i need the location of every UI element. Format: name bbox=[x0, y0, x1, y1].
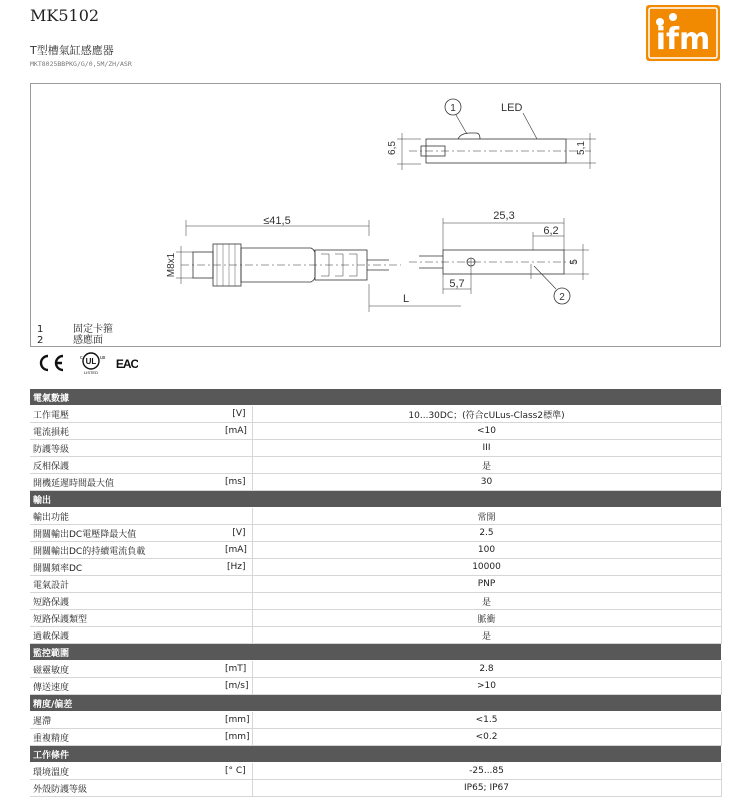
dim-5-1: 5,1 bbox=[576, 141, 587, 155]
spec-unit: [mm] bbox=[222, 712, 252, 729]
section-title: 監控範圍 bbox=[30, 644, 721, 661]
spec-label: 短路保護類型 bbox=[30, 610, 222, 627]
legend-item: 2 感應面 bbox=[37, 335, 103, 346]
spec-label: 外殼防護等級 bbox=[30, 780, 222, 797]
spec-label: 開關頻率DC bbox=[30, 559, 222, 576]
spec-unit: [V] bbox=[222, 525, 252, 542]
legend-item: 1 固定卡箍 bbox=[37, 324, 113, 335]
spec-row bbox=[30, 576, 721, 593]
spec-label: 開機延遲時間最大值 bbox=[30, 474, 222, 491]
spec-value: >10 bbox=[252, 678, 721, 695]
spec-section-header bbox=[30, 695, 721, 712]
spec-value: PNP bbox=[252, 576, 721, 593]
dim-6-5: 6,5 bbox=[387, 141, 398, 155]
spec-label: 遲滯 bbox=[30, 712, 222, 729]
svg-text:EAC: EAC bbox=[116, 357, 138, 371]
spec-unit: [mA] bbox=[222, 542, 252, 559]
connector-view bbox=[176, 220, 461, 312]
spec-label: 環境溫度 bbox=[30, 763, 222, 780]
spec-row bbox=[30, 661, 721, 678]
spec-section-header bbox=[30, 746, 721, 763]
spec-value: -25...85 bbox=[252, 763, 721, 780]
spec-label: 開關輸出DC的持續電流負載 bbox=[30, 542, 222, 559]
spec-value: <10 bbox=[252, 423, 721, 440]
spec-label: 重複精度 bbox=[30, 729, 222, 746]
spec-value: 是 bbox=[252, 457, 721, 474]
ifm-logo bbox=[646, 5, 720, 61]
spec-label: 傳送速度 bbox=[30, 678, 222, 695]
spec-unit: [mT] bbox=[222, 661, 252, 678]
ce-mark-icon bbox=[36, 353, 66, 373]
product-title: MK5102 bbox=[30, 6, 100, 25]
spec-row bbox=[30, 593, 721, 610]
spec-label: 電氣設計 bbox=[30, 576, 222, 593]
callout-1-label: 1 bbox=[450, 103, 456, 114]
spec-row bbox=[30, 780, 721, 797]
spec-row bbox=[30, 678, 721, 695]
logo-text: ifm bbox=[655, 22, 711, 57]
spec-value: 10000 bbox=[252, 559, 721, 576]
spec-row bbox=[30, 440, 721, 457]
spec-label: 過載保護 bbox=[30, 627, 222, 644]
spec-value: 常開 bbox=[252, 508, 721, 525]
svg-text:c: c bbox=[80, 355, 83, 361]
spec-row bbox=[30, 729, 721, 746]
spec-label: 輸出功能 bbox=[30, 508, 222, 525]
spec-row bbox=[30, 610, 721, 627]
spec-row bbox=[30, 423, 721, 440]
part-code: MKT8025BBPKG/G/0,5M/ZH/ASR bbox=[30, 60, 132, 68]
spec-label: 磁靈敏度 bbox=[30, 661, 222, 678]
section-title: 電氣數據 bbox=[30, 389, 721, 406]
spec-section-header bbox=[30, 389, 721, 406]
spec-label: 電流損耗 bbox=[30, 423, 222, 440]
product-subtitle: T型槽氣缸感應器 bbox=[30, 44, 114, 57]
spec-value: <0.2 bbox=[252, 729, 721, 746]
spec-value: 是 bbox=[252, 627, 721, 644]
spec-unit bbox=[222, 627, 252, 644]
spec-row bbox=[30, 542, 721, 559]
spec-value: 100 bbox=[252, 542, 721, 559]
spec-row bbox=[30, 508, 721, 525]
spec-label: 短路保護 bbox=[30, 593, 222, 610]
spec-row bbox=[30, 559, 721, 576]
dimension-drawing bbox=[30, 83, 721, 347]
spec-unit: [mm] bbox=[222, 729, 252, 746]
spec-label: 防護等級 bbox=[30, 440, 222, 457]
certification-marks bbox=[36, 351, 138, 375]
spec-value: 30 bbox=[252, 474, 721, 491]
spec-unit: [° C] bbox=[222, 763, 252, 780]
svg-text:us: us bbox=[100, 355, 106, 361]
spec-unit bbox=[222, 440, 252, 457]
spec-section-header bbox=[30, 491, 721, 508]
dim-m8: M8x1 bbox=[166, 252, 177, 278]
spec-value: 10...30DC；(符合cULus-Class2標準) bbox=[252, 406, 721, 423]
spec-unit: [ms] bbox=[222, 474, 252, 491]
spec-unit bbox=[222, 508, 252, 525]
spec-value: <1.5 bbox=[252, 712, 721, 729]
svg-text:LISTED: LISTED bbox=[83, 370, 99, 375]
dim-25-3: 25,3 bbox=[493, 210, 515, 222]
led-label: LED bbox=[501, 102, 523, 114]
spec-unit bbox=[222, 780, 252, 797]
dim-5-7: 5,7 bbox=[449, 278, 465, 290]
drawing-legend bbox=[37, 324, 113, 346]
spec-value: 脈衝 bbox=[252, 610, 721, 627]
spec-value: 2.5 bbox=[252, 525, 721, 542]
dim-5: 5 bbox=[569, 259, 580, 265]
callout-2-label: 2 bbox=[559, 292, 565, 303]
spec-unit bbox=[222, 576, 252, 593]
dim-l: L bbox=[403, 293, 410, 305]
spec-row bbox=[30, 406, 721, 423]
spec-unit: [m/s] bbox=[222, 678, 252, 695]
spec-unit bbox=[222, 457, 252, 474]
spec-table bbox=[30, 389, 722, 797]
spec-row bbox=[30, 474, 721, 491]
spec-row bbox=[30, 763, 721, 780]
culus-mark-icon bbox=[76, 351, 106, 375]
spec-value: 2.8 bbox=[252, 661, 721, 678]
section-title: 工作條件 bbox=[30, 746, 721, 763]
spec-value: III bbox=[252, 440, 721, 457]
sensor-top-view bbox=[397, 99, 596, 170]
spec-row bbox=[30, 627, 721, 644]
spec-unit: [mA] bbox=[222, 423, 252, 440]
spec-row bbox=[30, 525, 721, 542]
spec-label: 開關輸出DC電壓降最大值 bbox=[30, 525, 222, 542]
spec-unit bbox=[222, 610, 252, 627]
spec-row bbox=[30, 457, 721, 474]
svg-text:UL: UL bbox=[85, 357, 97, 366]
dim-6-2: 6,2 bbox=[543, 225, 559, 237]
spec-row bbox=[30, 712, 721, 729]
spec-unit: [V] bbox=[222, 406, 252, 423]
section-title: 輸出 bbox=[30, 491, 721, 508]
spec-unit bbox=[222, 593, 252, 610]
spec-unit: [Hz] bbox=[222, 559, 252, 576]
spec-label: 工作電壓 bbox=[30, 406, 222, 423]
section-title: 精度/偏差 bbox=[30, 695, 721, 712]
spec-label: 反相保護 bbox=[30, 457, 222, 474]
eac-mark-icon bbox=[116, 353, 138, 373]
spec-value: IP65; IP67 bbox=[252, 780, 721, 797]
spec-section-header bbox=[30, 644, 721, 661]
dim-41-5: ≤41,5 bbox=[263, 215, 291, 227]
spec-value: 是 bbox=[252, 593, 721, 610]
